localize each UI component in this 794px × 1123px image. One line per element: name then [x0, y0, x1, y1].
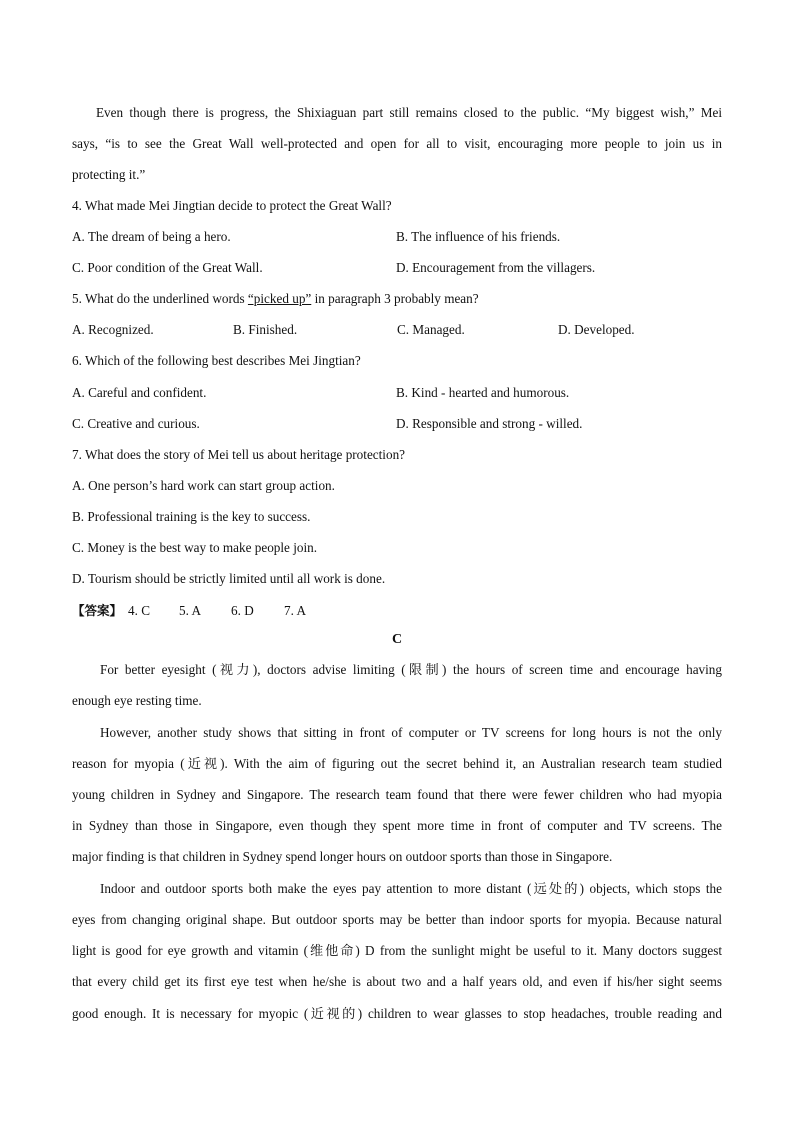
question-5-option-d: D. Developed. — [558, 322, 635, 337]
passage-c-line-11: that every child get its first eye test when he/she is about two and a half years old, and even if his/her sight seems — [72, 974, 722, 989]
passage-b-line-2: says, “is to see the Great Wall well-protected and open for all to visit, encouraging more people to join us in — [72, 136, 722, 151]
answer-6: 6. D — [231, 603, 254, 618]
question-4-options-row-1 — [72, 228, 722, 246]
passage-c-line-5: young children in Sydney and Singapore. The research team found that there were fewer children who had myopia — [72, 787, 722, 802]
question-5-stem-after: in paragraph 3 probably mean? — [311, 291, 479, 306]
question-6-option-b: B. Kind - hearted and humorous. — [396, 385, 570, 400]
question-5-option-c: C. Managed. — [397, 322, 465, 337]
passage-c-line-6: in Sydney than those in Singapore, even though they spent more time in front of computer and TV screens. The — [72, 818, 722, 833]
passage-c-line-2: enough eye resting time. — [72, 693, 202, 708]
passage-c-line-10: light is good for eye growth and vitamin (维他命) D from the sunlight might be useful to it. Many doctors suggest — [72, 943, 722, 958]
question-4-option-a: A. The dream of being a hero. — [72, 229, 231, 244]
question-6-options-row-2 — [72, 415, 722, 433]
answer-5: 5. A — [179, 603, 201, 618]
passage-b-line-3: protecting it.” — [72, 167, 146, 182]
question-4-options-row-2 — [72, 259, 722, 277]
question-7-option-d: D. Tourism should be strictly limited until all work is done. — [72, 571, 386, 586]
question-5-underlined-words: “picked up” — [247, 291, 312, 306]
passage-c-line-9: eyes from changing original shape. But outdoor sports may be better than indoor sports for myopia. Because natural — [72, 912, 722, 927]
question-4-option-d: D. Encouragement from the villagers. — [396, 260, 596, 275]
question-4-option-b: B. The influence of his friends. — [396, 229, 561, 244]
answer-label: 【答案】 — [72, 603, 123, 618]
question-5-stem-before: 5. What do the underlined words — [72, 291, 248, 306]
question-4-stem: 4. What made Mei Jingtian decide to protect the Great Wall? — [72, 198, 392, 213]
passage-c-line-7: major finding is that children in Sydney spend longer hours on outdoor sports than those in Singapore. — [72, 849, 613, 864]
passage-c-line-12: good enough. It is necessary for myopic (近视的) children to wear glasses to stop headaches, trouble reading and — [72, 1006, 722, 1021]
question-5-option-b: B. Finished. — [233, 322, 298, 337]
question-6-option-c: C. Creative and curious. — [72, 416, 200, 431]
question-5-stem — [72, 290, 722, 308]
question-6-stem: 6. Which of the following best describes Mei Jingtian? — [72, 353, 361, 368]
passage-b-line-1: Even though there is progress, the Shixiaguan part still remains closed to the public. “My biggest wish,” Mei — [96, 105, 722, 120]
question-7-option-c: C. Money is the best way to make people join. — [72, 540, 318, 555]
answer-4: 4. C — [128, 603, 150, 618]
passage-c-line-1: For better eyesight (视力), doctors advise limiting (限制) the hours of screen time and encourage having — [100, 662, 722, 677]
question-6-option-a: A. Careful and confident. — [72, 385, 207, 400]
question-7-stem: 7. What does the story of Mei tell us about heritage protection? — [72, 447, 406, 462]
passage-c-line-3: However, another study shows that sitting in front of computer or TV screens for long hours is not the only — [100, 725, 722, 740]
passage-c-line-4: reason for myopia (近视). With the aim of figuring out the secret behind it, an Australian research team studied — [72, 756, 722, 771]
question-4-option-c: C. Poor condition of the Great Wall. — [72, 260, 263, 275]
question-6-options-row-1 — [72, 384, 722, 402]
question-5-option-a: A. Recognized. — [72, 322, 154, 337]
answer-7: 7. A — [284, 603, 306, 618]
question-6-option-d: D. Responsible and strong - willed. — [396, 416, 583, 431]
question-7-option-a: A. One person’s hard work can start group action. — [72, 478, 335, 493]
question-7-option-b: B. Professional training is the key to success. — [72, 509, 311, 524]
section-heading-c: C — [391, 632, 403, 647]
passage-c-line-8: Indoor and outdoor sports both make the eyes pay attention to more distant (远处的) objects, which stops the — [100, 881, 722, 896]
